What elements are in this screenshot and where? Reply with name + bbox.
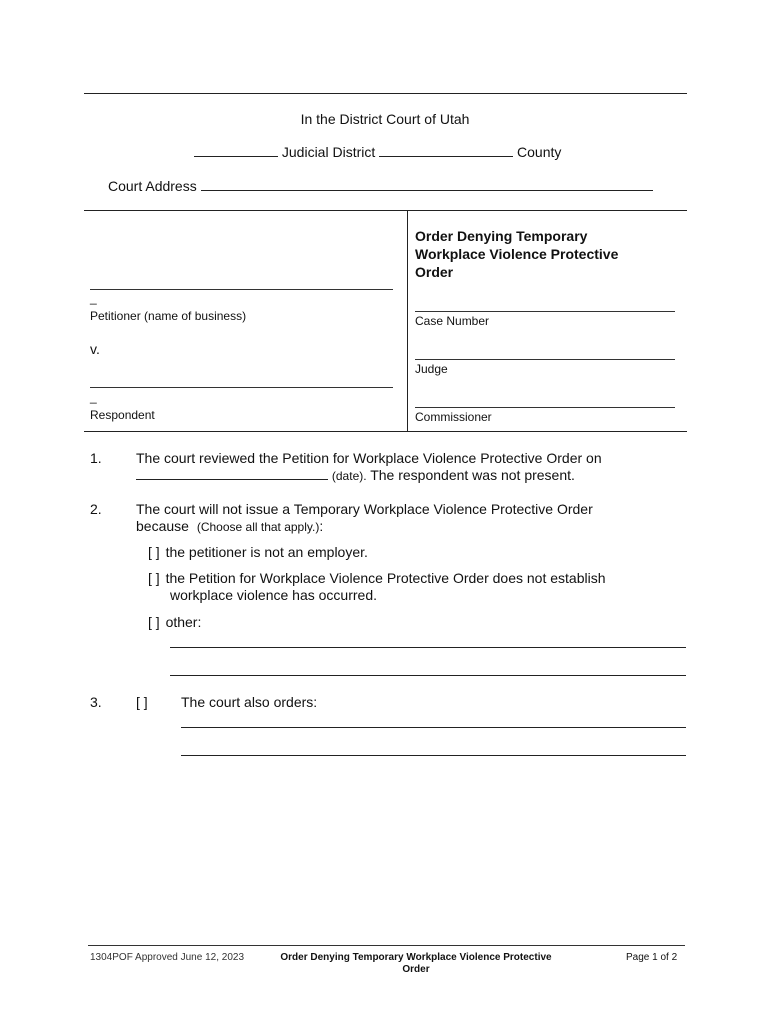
judicial-district-label: Judicial District xyxy=(281,144,376,160)
order-title-line2: Workplace Violence Protective xyxy=(415,246,619,262)
footer-form-id: 1304POF Approved June 12, 2023 xyxy=(90,952,245,963)
top-rule xyxy=(84,93,687,94)
item1-text2: The respondent was not present. xyxy=(370,467,575,483)
item1-number: 1. xyxy=(90,450,102,466)
option-not-employer xyxy=(148,544,368,560)
court-address-field[interactable] xyxy=(201,178,653,191)
commissioner-label: Commissioner xyxy=(415,410,492,424)
footer-page-number: Page 1 of 2 xyxy=(626,952,678,963)
order-title-line3: Order xyxy=(415,264,454,280)
caption-top-rule xyxy=(84,210,687,211)
footer-title-line1: Order Denying Temporary Workplace Violence Protective xyxy=(280,952,552,963)
county-field[interactable] xyxy=(379,144,513,157)
petitioner-label: Petitioner (name of business) xyxy=(90,309,247,323)
option-no-violence-label-line2: workplace violence has occurred. xyxy=(170,587,377,603)
district-county-row xyxy=(194,144,561,160)
item2-because-row xyxy=(136,518,323,534)
other-reason-field-1[interactable] xyxy=(170,647,686,648)
court-address-row xyxy=(108,178,653,194)
judge-label: Judge xyxy=(415,362,448,376)
option-other-label: other: xyxy=(165,614,202,630)
item3-checkbox[interactable]: [ ] xyxy=(136,694,148,710)
petitioner-name-field[interactable] xyxy=(90,289,393,290)
choose-hint: (Choose all that apply.) xyxy=(196,520,320,534)
petitioner-underscore: _ xyxy=(90,291,97,305)
also-orders-field-1[interactable] xyxy=(181,727,686,728)
order-title xyxy=(415,227,618,281)
respondent-underscore: _ xyxy=(90,390,97,404)
judicial-district-field[interactable] xyxy=(194,144,278,157)
also-orders-field-2[interactable] xyxy=(181,755,686,756)
option-other xyxy=(148,614,201,630)
choose-colon: : xyxy=(319,518,324,534)
caption-bottom-rule xyxy=(84,431,687,432)
item3-text: The court also orders: xyxy=(181,694,318,710)
footer-title xyxy=(270,952,562,976)
case-number-field[interactable] xyxy=(415,311,675,312)
option-no-violence-label-line1: the Petition for Workplace Violence Protective Order does not establish xyxy=(165,570,606,586)
item2-text: The court will not issue a Temporary Workplace Violence Protective Order xyxy=(136,501,593,517)
court-address-label: Court Address xyxy=(108,178,197,194)
option-no-violence xyxy=(148,570,606,586)
option-not-employer-checkbox[interactable]: [ ] xyxy=(148,544,160,560)
option-other-checkbox[interactable]: [ ] xyxy=(148,614,160,630)
option-not-employer-label: the petitioner is not an employer. xyxy=(165,544,368,560)
footer-title-line2: Order xyxy=(402,964,430,975)
other-reason-field-2[interactable] xyxy=(170,675,686,676)
item2-number: 2. xyxy=(90,501,102,517)
order-title-line1: Order Denying Temporary xyxy=(415,228,588,244)
commissioner-field[interactable] xyxy=(415,407,675,408)
respondent-label: Respondent xyxy=(90,408,155,422)
county-label: County xyxy=(517,144,562,160)
review-date-field[interactable] xyxy=(136,467,328,480)
item1-text: The court reviewed the Petition for Workplace Violence Protective Order on xyxy=(136,450,602,466)
item3-number: 3. xyxy=(90,694,102,710)
versus-label: v. xyxy=(90,341,100,357)
item2-because: because xyxy=(136,518,189,534)
item1-line2 xyxy=(136,467,575,483)
date-hint: (date). xyxy=(331,469,367,483)
case-number-label: Case Number xyxy=(415,314,490,328)
judge-field[interactable] xyxy=(415,359,675,360)
caption-divider xyxy=(407,210,408,432)
respondent-name-field[interactable] xyxy=(90,387,393,388)
court-title: In the District Court of Utah xyxy=(300,111,470,127)
footer-rule xyxy=(88,945,685,946)
option-no-violence-checkbox[interactable]: [ ] xyxy=(148,570,160,586)
